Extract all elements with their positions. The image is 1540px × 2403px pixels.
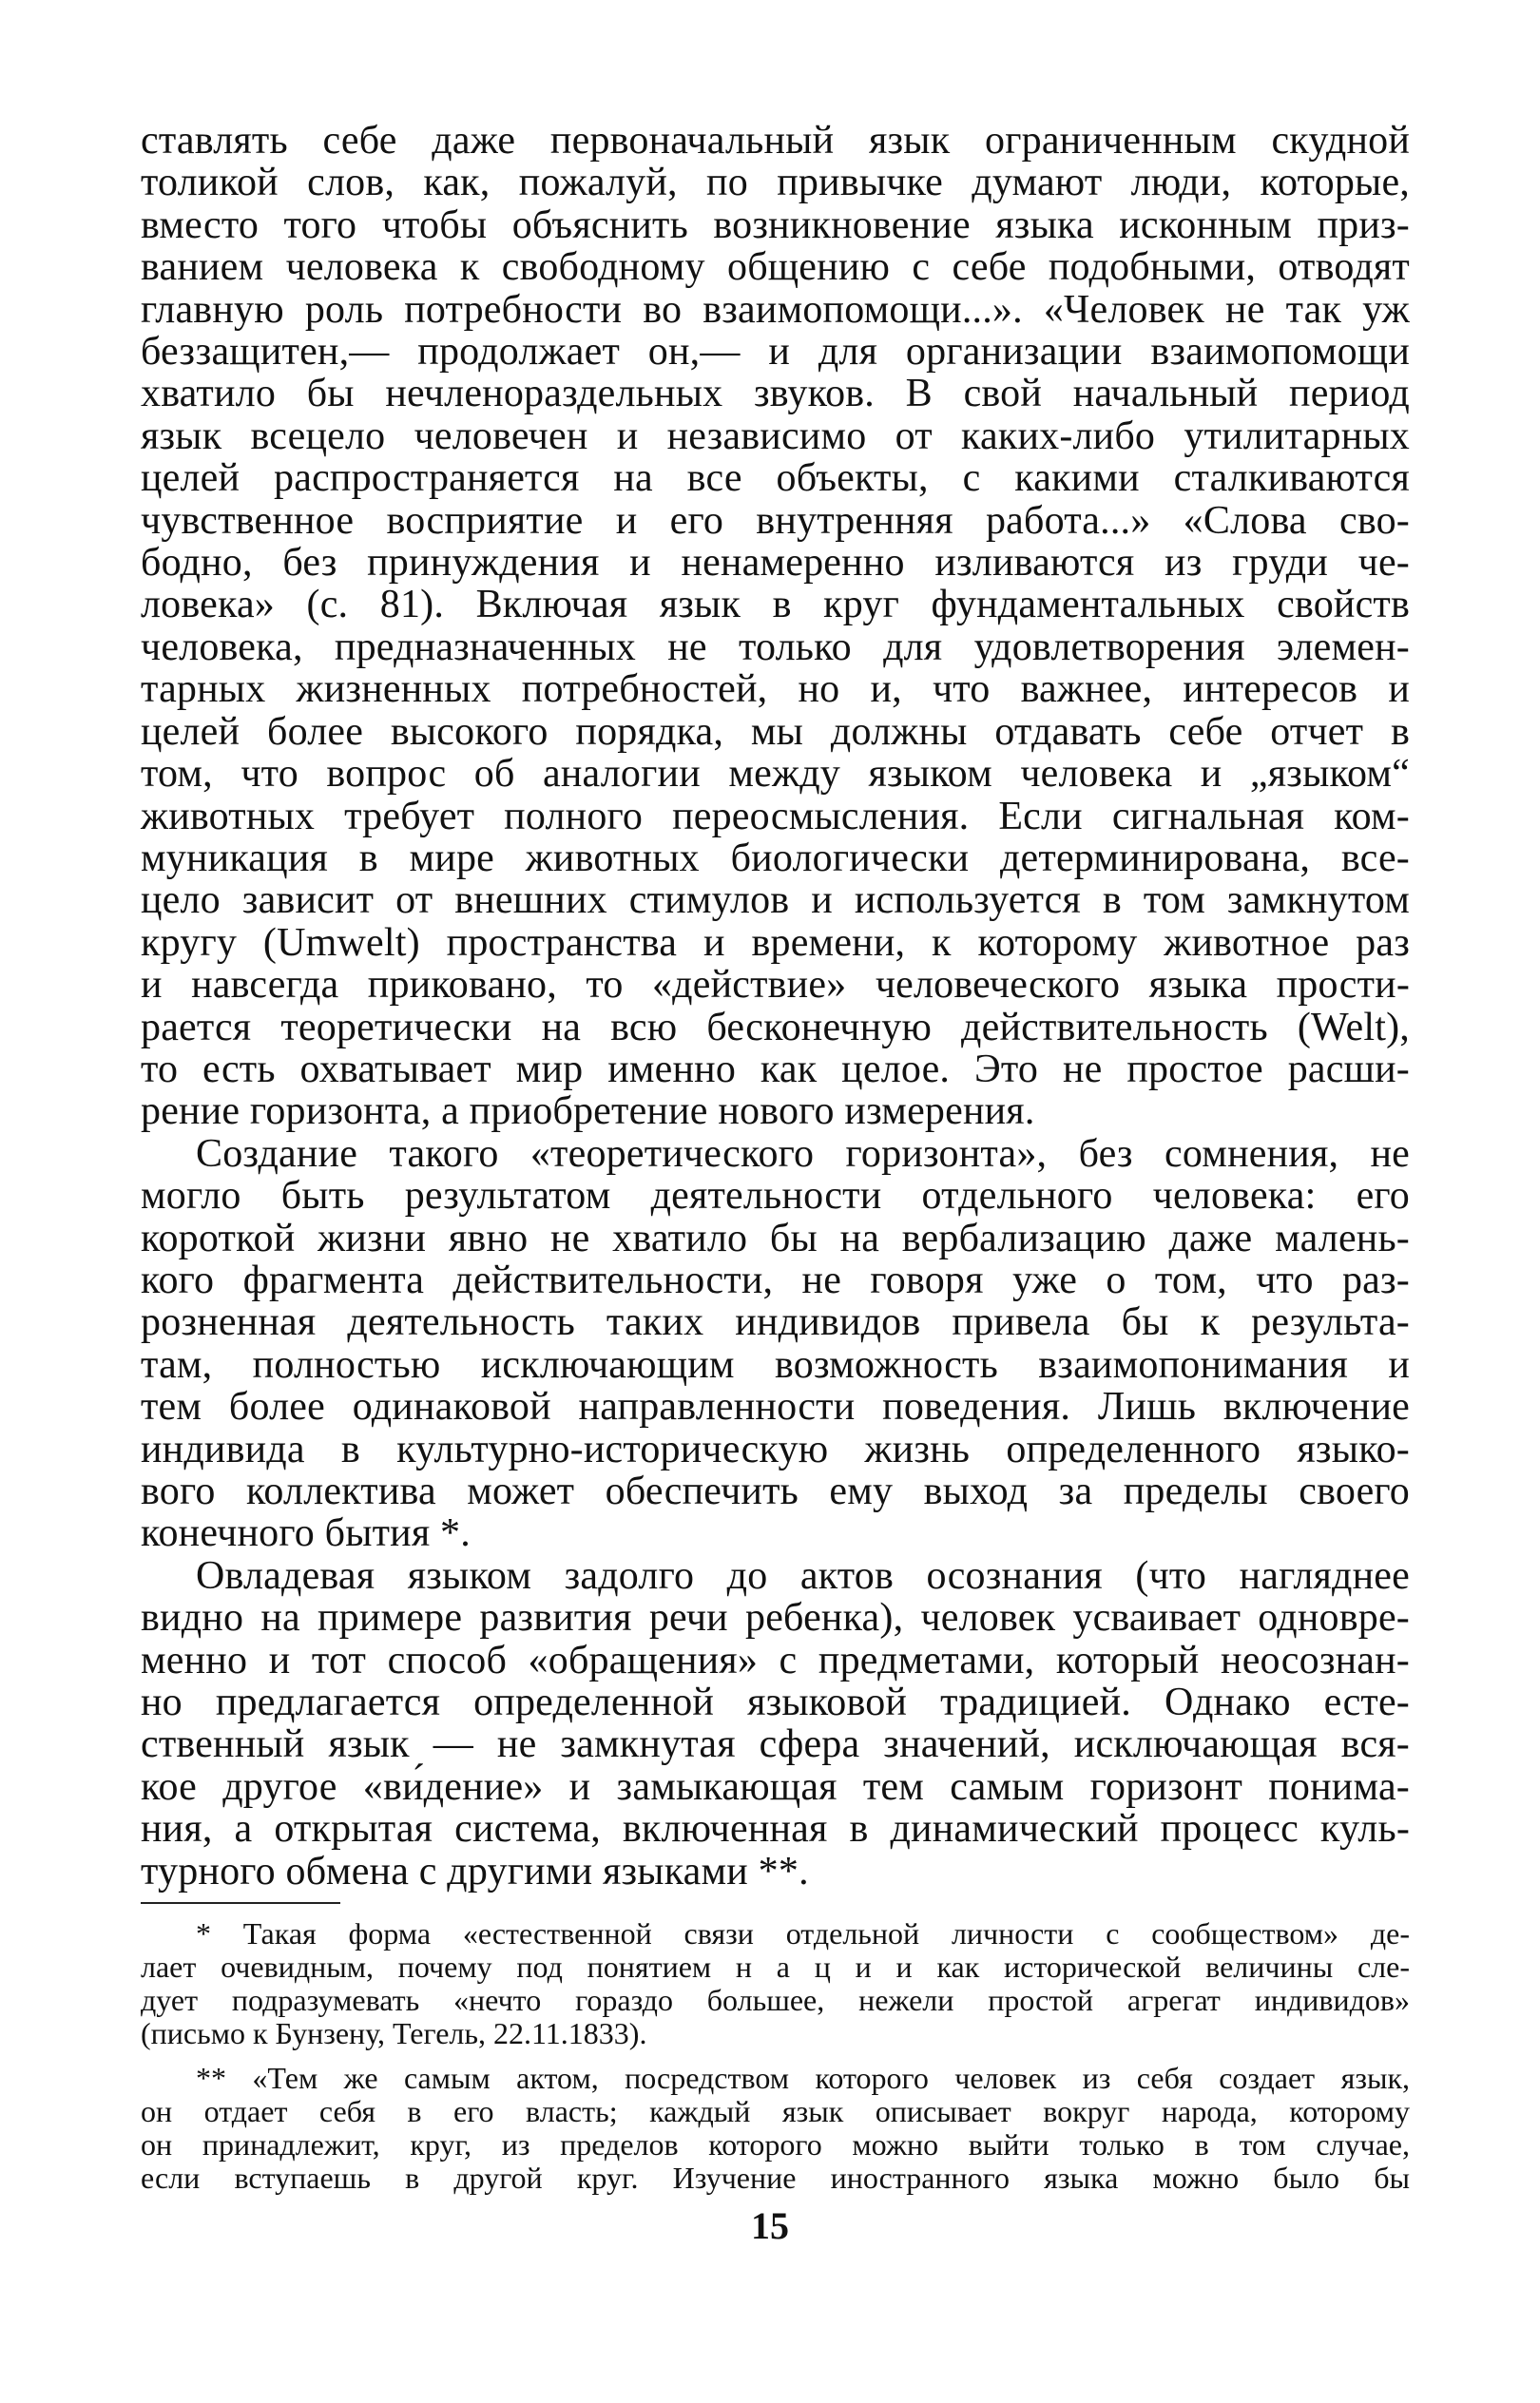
footnote-2 [141,2062,1410,2195]
text-line: бодно, без принуждения и ненамеренно изливаются из груди че- [141,541,1410,586]
text-line: менно и тот способ «обращения» с предметами, который неосознан- [141,1638,1410,1682]
footnote-line: он принадлежит, круг, из пределов которого можно выйти только в том случае, [141,2127,1410,2163]
text-line: животных требует полного переосмысления. Если сигнальная ком- [141,794,1410,838]
text-line: беззащитен,— продолжает он,— и для организации взаимопомощи [141,330,1410,375]
paragraph-3 [141,1555,1410,1893]
text-line: язык всецело человечен и независимо от каких-либо утилитарных [141,413,1410,458]
text-line: хватило бы нечленораздельных звуков. В свой начальный период [141,372,1410,416]
text-line: целей более высокого порядка, мы должны отдавать себе отчет в [141,709,1410,754]
text-line: тарных жизненных потребностей, но и, что важнее, интересов и [141,667,1410,712]
text-line: толикой слов, как, пожалуй, по привычке думают люди, которые, [141,161,1410,205]
text-line: то есть охватывает мир именно как целое. Это не простое расши- [141,1047,1410,1091]
footnote-line: дует подразумевать «нечто гораздо большее, нежели простой агрегат индивидов» [141,1983,1410,2018]
text-line: индивида в культурно-историческую жизнь определенного языко- [141,1427,1410,1471]
page-content [141,120,1410,2195]
text-line: розненная деятельность таких индивидов привела бы к результа- [141,1300,1410,1345]
footnote-line: * Такая форма «естественной связи отдельной личности с сообществом» де- [196,1916,1410,1951]
text-line: кругу (Umwelt) пространства и времени, к которому животное раз [141,920,1410,965]
text-line: конечного бытия *. [141,1511,471,1556]
footnote-line: лает очевидным, почему под понятием н а ц и и как исторической величины сле- [141,1950,1410,1985]
text-line: ственный язык — не замкнутая сфера значений, исключающая вся- [141,1722,1410,1767]
paragraph-1 [141,120,1410,1133]
text-line: главную роль потребности во взаимопомощи...». «Человек не так уж [141,287,1410,332]
footnotes [141,1917,1410,2195]
text-line: том, что вопрос об аналогии между языком человека и „языком“ [141,752,1410,797]
footnote-line: ** «Тем же самым актом, посредством которого человек из себя создает язык, [196,2061,1410,2096]
text-line: ставлять себе даже первоначальный язык ограниченным скудной [141,119,1410,163]
page-number: 15 [751,2204,789,2247]
footnote-line: (письмо к Бунзену, Тегель, 22.11.1833). [141,2016,647,2051]
text-line: вместо того чтобы объяснить возникновение языка исконным приз- [141,202,1410,247]
text-line: и навсегда приковано, то «действие» человеческого языка прости- [141,963,1410,1008]
text-line: но предлагается определенной языковой традицией. Однако есте- [141,1681,1410,1725]
text-line: чувственное восприятие и его внутренняя работа...» «Слова сво- [141,498,1410,543]
text-line: турного обмена с другими языками **. [141,1849,809,1894]
footnote-divider [141,1902,340,1904]
text-line: муникация в мире животных биологически детерминирована, все- [141,836,1410,880]
text-line: видно на примере развития речи ребенка), человек усваивает одновре- [141,1596,1410,1641]
text-line: кого фрагмента действительности, не говоря уже о том, что раз- [141,1258,1410,1302]
text-line: человека, предназначенных не только для удовлетворения элемен- [141,625,1410,669]
text-line: целей распространяется на все объекты, с какими сталкиваются [141,456,1410,501]
footnote-line: он отдает себя в его власть; каждый язык описывает вокруг народа, которому [141,2094,1410,2129]
text-line: вого коллектива может обеспечить ему выход за пределы своего [141,1470,1410,1513]
text-line: ния, а открытая система, включенная в динамический процесс куль- [141,1807,1410,1852]
footnote-line: если вступаешь в другой круг. Изучение иностранного языка можно было бы [141,2161,1410,2196]
text-line: рение горизонта, а приобретение нового измерения. [141,1089,1035,1134]
text-line: могло быть результатом деятельности отдельного человека: его [141,1174,1410,1219]
text-line: тем более одинаковой направленности поведения. Лишь включение [141,1385,1410,1430]
text-line: Создание такого «теоретического горизонта», без сомнения, не [196,1131,1410,1176]
text-line: рается теоретически на всю бесконечную действительность (Welt), [141,1005,1410,1049]
footnote-1 [141,1917,1410,2050]
text-line: ванием человека к свободному общению с себе подобными, отводят [141,245,1410,290]
text-line: Овладевая языком задолго до актов осознания (что нагляднее [196,1553,1410,1598]
text-line: короткой жизни явно не хватило бы на вербализацию даже малень- [141,1216,1410,1260]
text-line: цело зависит от внешних стимулов и используется в том замкнутом [141,878,1410,923]
paragraph-2 [141,1133,1410,1555]
text-line: там, полностью исключающим возможность взаимопонимания и [141,1342,1410,1387]
text-line: кое другое «ви́дение» и замыкающая тем самым горизонт понима- [141,1764,1410,1809]
text-line: ловека» (с. 81). Включая язык в круг фундаментальных свойств [141,583,1410,627]
